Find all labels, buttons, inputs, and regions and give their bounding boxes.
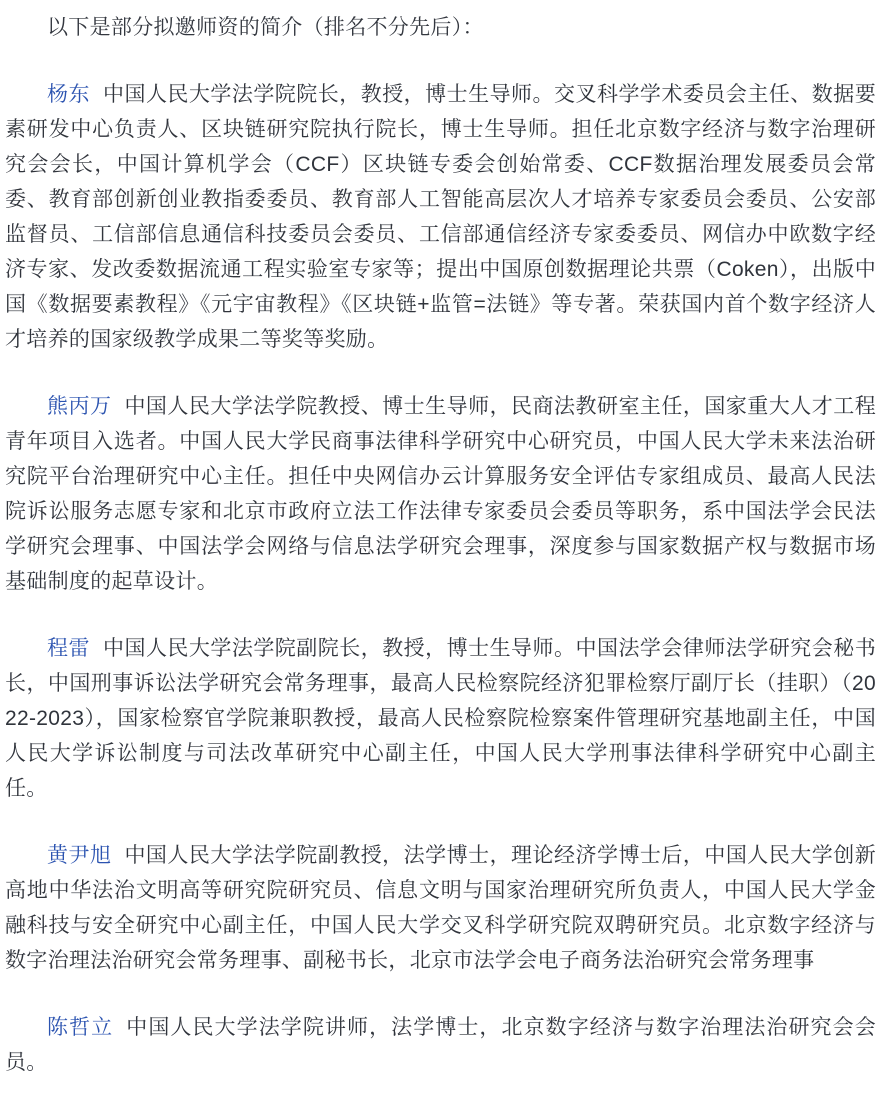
faculty-paragraph bbox=[5, 77, 876, 357]
faculty-bio: 中国人民大学法学院副院长，教授，博士生导师。中国法学会律师法学研究会秘书长，中国刑事诉讼法学研究会常务理事，最高人民检察院经济犯罪检察厅副厅长（挂职）（2022-2023），国家检察官学院兼职教授，最高人民检察院检察案件管理研究基地副主任，中国人民大学诉讼制度与司法改革研究中心副主任，中国人民大学刑事法律科学研究中心副主任。 bbox=[5, 637, 877, 800]
faculty-name: 程雷 bbox=[47, 637, 90, 660]
intro-line: 以下是部分拟邀师资的简介（排名不分先后）： bbox=[47, 16, 484, 39]
faculty-name: 黄尹旭 bbox=[47, 844, 112, 867]
faculty-name: 陈哲立 bbox=[47, 1016, 114, 1039]
faculty-paragraph bbox=[5, 631, 876, 806]
faculty-name: 熊丙万 bbox=[47, 395, 112, 418]
faculty-bio: 中国人民大学法学院讲师，法学博士，北京数字经济与数字治理法治研究会会员。 bbox=[5, 1016, 876, 1074]
faculty-paragraph bbox=[5, 838, 876, 978]
faculty-bio: 中国人民大学法学院教授、博士生导师，民商法教研室主任，国家重大人才工程青年项目入选者。中国人民大学民商事法律科学研究中心研究员，中国人民大学未来法治研究院平台治理研究中心主任。担任中央网信办云计算服务安全评估专家组成员、最高人民法院诉讼服务志愿专家和北京市政府立法工作法律专家委员会委员等职务，系中国法学会民法学研究会理事、中国法学会网络与信息法学研究会理事，深度参与国家数据产权与数据市场基础制度的起草设计。 bbox=[5, 395, 876, 593]
faculty-bio: 中国人民大学法学院副教授，法学博士，理论经济学博士后，中国人民大学创新高地中华法治文明高等研究院研究员、信息文明与国家治理研究所负责人，中国人民大学金融科技与安全研究中心副主任，中国人民大学交叉科学研究院双聘研究员。北京数字经济与数字治理法治研究会常务理事、副秘书长，北京市法学会电子商务法治研究会常务理事 bbox=[5, 844, 876, 972]
faculty-bio: 中国人民大学法学院院长，教授，博士生导师。交叉科学学术委员会主任、数据要素研发中心负责人、区块链研究院执行院长，博士生导师。担任北京数字经济与数字治理研究会会长，中国计算机学会（CCF）区块链专委会创始常委、CCF数据治理发展委员会常委、教育部创新创业教指委委员、教育部人工智能高层次人才培养专家委员会委员、公安部监督员、工信部信息通信科技委员会委员、工信部通信经济专家委委员、网信办中欧数字经济专家、发改委数据流通工程实验室专家等；提出中国原创数据理论共票（Coken），出版中国《数据要素教程》《元宇宙教程》《区块链+监管=法链》等专著。荣获国内首个数字经济人才培养的国家级教学成果二等奖等奖励。 bbox=[5, 83, 877, 351]
faculty-name: 杨东 bbox=[47, 83, 90, 106]
faculty-paragraph bbox=[5, 1010, 876, 1080]
faculty-paragraph bbox=[5, 389, 876, 599]
